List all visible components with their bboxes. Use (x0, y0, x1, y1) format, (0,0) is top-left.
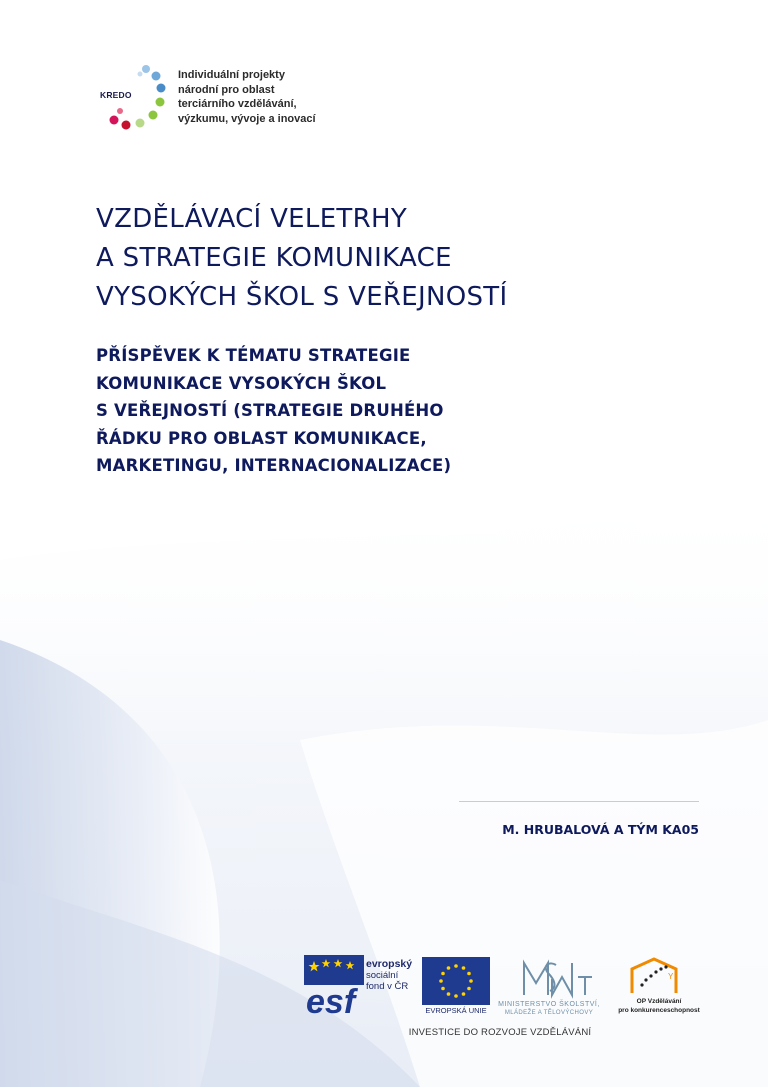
subtitle-line: S VEŘEJNOSTÍ (STRATEGIE DRUHÉHO (96, 401, 444, 420)
op-line: OP Vzdělávání (636, 998, 682, 1005)
svg-text:esf: esf (306, 983, 356, 1015)
funding-logos (300, 955, 710, 1025)
msmt-line: MLÁDEŽE A TĚLOVÝCHOVY (504, 1010, 594, 1016)
kredo-tagline-line: národní pro oblast (178, 83, 275, 96)
title-line: A STRATEGIE KOMUNIKACE (96, 243, 452, 273)
eu-star-icon (462, 966, 466, 970)
eu-star-icon (467, 972, 471, 976)
op-line: pro konkurenceschopnost (618, 1007, 700, 1014)
subtitle-line: MARKETINGU, INTERNACIONALIZACE) (96, 456, 452, 475)
eu-star-icon (454, 994, 458, 998)
eu-star-icon (441, 987, 445, 991)
subtitle-line: ŘÁDKU PRO OBLAST KOMUNIKACE, (96, 428, 427, 448)
esf-line: fond v ČR (366, 981, 409, 992)
kredo-logo (94, 60, 334, 140)
kredo-tagline-line: Individuální projekty (178, 69, 285, 81)
author-divider (459, 801, 699, 802)
svg-text:Y: Y (668, 972, 674, 981)
eu-star-icon (462, 992, 466, 996)
subtitle-line: PŘÍSPĚVEK K TÉMATU STRATEGIE (96, 346, 411, 365)
eu-flag-icon (422, 957, 490, 1005)
kredo-tagline-line: terciárního vzdělávání, (178, 98, 297, 110)
eu-star-icon (447, 992, 451, 996)
eu-star-icon (454, 964, 458, 968)
document-title (96, 200, 696, 317)
kredo-tagline-line: výzkumu, vývoje a inovací (178, 112, 316, 125)
eu-star-icon (469, 979, 473, 983)
title-line: VYSOKÝCH ŠKOL S VEŘEJNOSTÍ (96, 282, 508, 312)
eu-star-icon (447, 966, 451, 970)
investment-slogan: INVESTICE DO ROZVOJE VZDĚLÁVÁNÍ (408, 1027, 592, 1038)
eu-star-icon (439, 979, 443, 983)
kredo-label: KREDO (100, 90, 132, 100)
kredo-tagline (178, 68, 338, 126)
eu-star-icon (467, 987, 471, 991)
author-name: M. HRUBALOVÁ A TÝM KA05 (502, 822, 699, 837)
esf-text (366, 959, 412, 992)
msmt-line: MINISTERSTVO ŠKOLSTVÍ, (498, 1001, 600, 1008)
eu-label: EVROPSKÁ UNIE (425, 1006, 487, 1015)
esf-line: evropský (366, 958, 413, 970)
kredo-dots-icon (94, 60, 174, 140)
eu-star-icon (441, 972, 445, 976)
op-vzdelavani-logo-icon (624, 955, 684, 995)
title-line: VZDĚLÁVACÍ VELETRHY (96, 204, 407, 234)
esf-line: sociální (366, 970, 399, 981)
subtitle-line: KOMUNIKACE VYSOKÝCH ŠKOL (96, 373, 387, 393)
document-subtitle (96, 342, 696, 480)
